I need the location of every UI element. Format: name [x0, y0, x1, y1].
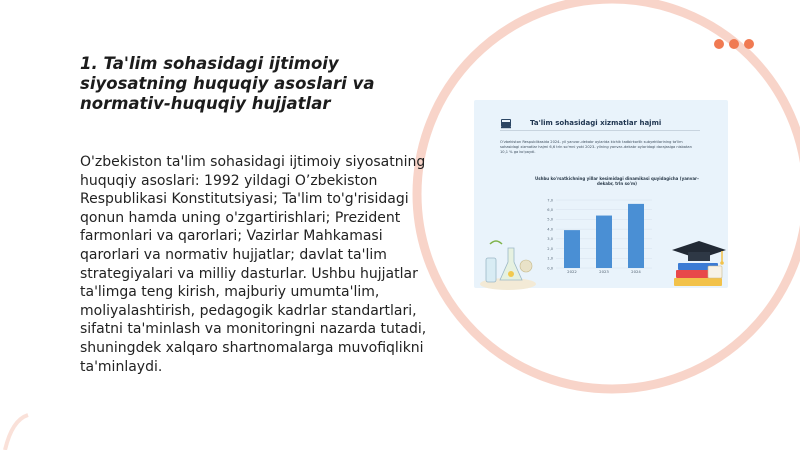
slide-title: 1. Ta'lim sohasidagi ijtimoiy siyosatning huquqiy asoslari va normativ-huquqiy hujjatlar: [80, 54, 375, 113]
dot-icon: [714, 39, 724, 49]
y-tick-label: 6,0: [547, 208, 553, 213]
x-tick-label: 2023: [599, 269, 609, 274]
slide-body: O'zbekiston ta'lim sohasidagi ijtimoiy siyosatning huquqiy asoslari: 1992 yildagi O’zbekiston Respublikasi Konstitutsiyasi; Ta'lim to'g'risidagi qonun hamda uning o'zgartirishlari; Prezident farmonlari va qarorlari; Vazirlar Mahkamasi qarorlari va normativ hujjatlar; davlat ta'lim strategiyalari va milliy dasturlar. Ushbu hujjatlar ta'limga teng kirish, majburiy umumta'lim, moliyalashtirish, pedagogik kadrlar standartlari, sifatni ta'minlash va monitoringni nazarda tutadi, shuningdek xalqaro shartnomalarga muvofiqlikni ta'minlaydi.: [80, 154, 427, 375]
x-tick-label: 2022: [567, 269, 577, 274]
y-tick-label: 5,0: [547, 217, 553, 222]
bar-2022: [564, 230, 580, 268]
chemistry-flask-icon: [478, 236, 538, 292]
y-tick-label: 2,0: [547, 246, 553, 251]
bar-2024: [628, 204, 644, 268]
y-tick-label: 0,0: [547, 266, 553, 271]
infographic-title: Ta'lim sohasidagi xizmatlar hajmi: [530, 119, 662, 127]
chart-title: Ushbu ko'rsatkichning yillar kesimidagi dinamikasi quyidagicha (yanvar–dekabr, trln so'm): [534, 176, 700, 186]
y-tick-label: 1,0: [547, 256, 553, 261]
y-tick-label: 3,0: [547, 237, 553, 242]
x-tick-label: 2024: [631, 269, 641, 274]
bar-2023: [596, 216, 612, 268]
y-tick-label: 4,0: [547, 227, 553, 232]
menu-dots: [714, 39, 754, 49]
books-graduation-cap-icon: [668, 238, 730, 290]
infographic-description: O‘zbekiston Respublikasida 2024- yil yanvar–dekabr oylarida kichik tadbirkorlik subyektlarining ta'lim sohasidagi xizmatlar hajmi 6,6 trln so'mni yoki 2023- yilning yanvar–dekabr oylaridagi darajasiga nisbatan 10,1 % ga ko'paydi.: [500, 140, 692, 155]
dot-icon: [729, 39, 739, 49]
y-tick-label: 7,0: [547, 198, 553, 203]
dot-icon: [744, 39, 754, 49]
